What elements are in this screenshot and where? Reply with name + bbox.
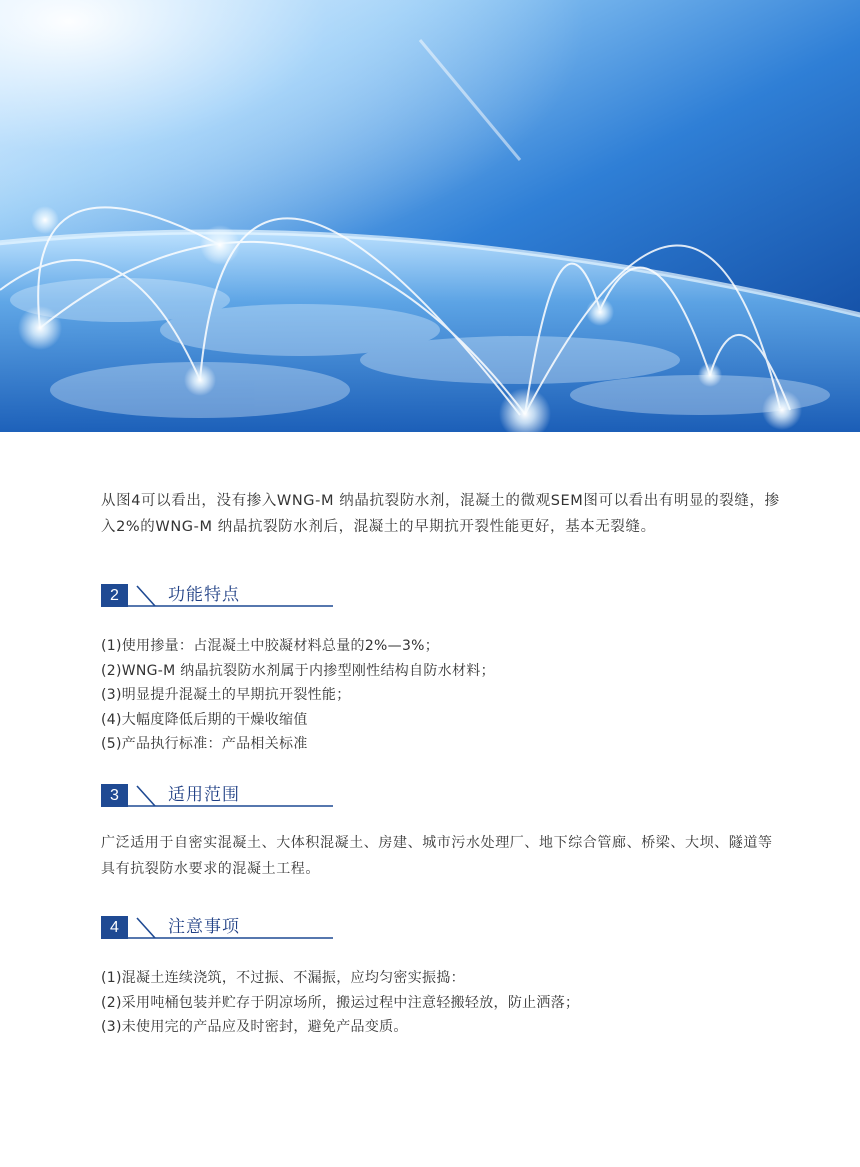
section-number-badge: 4: [101, 916, 128, 939]
list-item: (1)混凝土连续浇筑，不过振、不漏振，应均匀密实振捣：: [101, 970, 465, 986]
list-item: (2)WNG-M 纳晶抗裂防水剂属于内掺型刚性结构自防水材料；: [101, 662, 495, 679]
section-number-badge: 3: [101, 784, 128, 807]
hero-banner-image: [0, 0, 860, 432]
list-item: (4)大幅度降低后期的干燥收缩值: [101, 711, 308, 728]
list-item: (5)产品执行标准：产品相关标准: [101, 736, 308, 752]
list-item: (2)采用吨桶包装并贮存于阴凉场所，搬运过程中注意轻搬轻放，防止洒落；: [101, 994, 580, 1011]
section-header: [101, 784, 781, 814]
section-features: [101, 584, 781, 757]
section-number-badge: 2: [101, 584, 128, 607]
scope-paragraph: 广泛适用于自密实混凝土、大体积混凝土、房建、城市污水处理厂、地下综合管廊、桥梁、大坝、隧道等具有抗裂防水要求的混凝土工程。: [101, 835, 773, 877]
list-item: (3)明显提升混凝土的早期抗开裂性能；: [101, 687, 351, 703]
section-header: [101, 584, 781, 614]
section-title: 适用范围: [168, 785, 240, 805]
section-scope: [101, 784, 781, 882]
document-body: [101, 488, 781, 1035]
list-item: (1)使用掺量：占混凝土中胶凝材料总量的2%—3%；: [101, 638, 440, 654]
features-list: [101, 634, 781, 757]
section-title: 功能特点: [168, 585, 240, 605]
section-header: [101, 916, 781, 946]
section-title: 注意事项: [168, 917, 240, 937]
earth-network-illustration: [0, 0, 860, 432]
section-notes: [101, 916, 781, 1040]
list-item: (3)未使用完的产品应及时密封，避免产品变质。: [101, 1019, 408, 1035]
notes-list: [101, 966, 781, 1040]
intro-paragraph: 从图4可以看出，没有掺入WNG-M 纳晶抗裂防水剂，混凝土的微观SEM图可以看出有明显的裂缝，掺入2%的WNG-M 纳晶抗裂防水剂后，混凝土的早期抗开裂性能更好，基本无裂缝。: [101, 493, 780, 535]
